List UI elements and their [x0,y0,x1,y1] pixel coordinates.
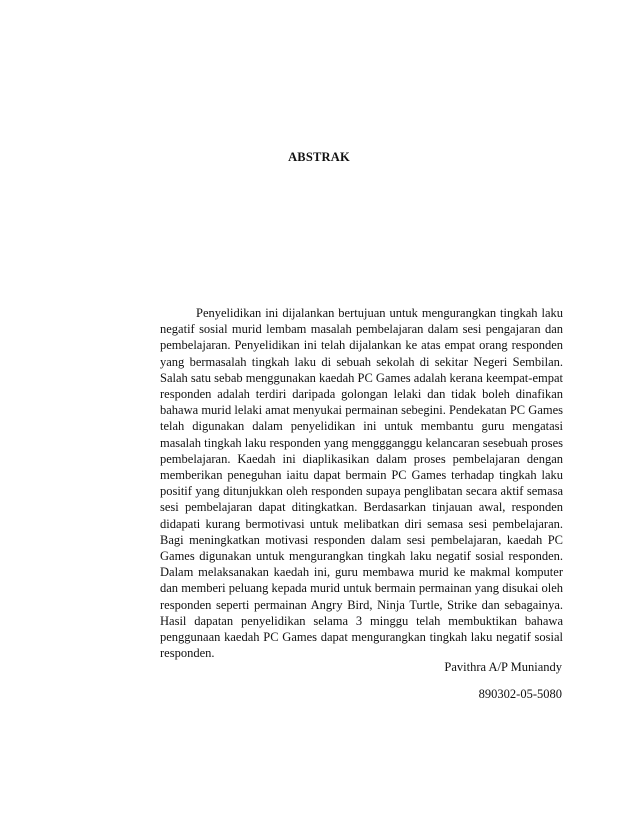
abstract-title: ABSTRAK [288,150,350,164]
abstract-body: Penyelidikan ini dijalankan bertujuan untuk mengurangkan tingkah laku negatif sosial murid lembam masalah pembelajaran dalam sesi pengajaran dan pembelajaran. Penyelidikan ini telah dijalankan ke atas empat orang responden yang bermasalah tingkah laku di sebuah sekolah di sekitar Negeri Sembilan. Salah satu sebab menggunakan kaedah PC Games adalah kerana keempat-empat responden adalah terdiri daripada golongan lelaki dan tidak boleh dinafikan bahawa murid lelaki amat menyukai permainan sebegini. Pendekatan PC Games telah digunakan dalam penyelidikan ini untuk membantu guru mengatasi masalah tingkah laku responden yang menggganggu kelancaran sesebuah proses pembelajaran. Kaedah ini diaplikasikan dalam proses pembelajaran dengan memberikan peneguhan iaitu dapat bermain PC Games terhadap tingkah laku positif yang ditunjukkan oleh responden supaya penglibatan secara aktif semasa sesi pembelajaran dapat ditingkatkan. Berdasarkan tinjauan awal, responden didapati kurang bermotivasi untuk melibatkan diri semasa sesi pembelajaran. Bagi meningkatkan motivasi responden dalam sesi pembelajaran, kaedah PC Games digunakan untuk mengurangkan tingkah laku negatif sosial responden. Dalam melaksanakan kaedah ini, guru membawa murid ke makmal komputer dan memberi peluang kepada murid untuk bermain permainan yang disukai oleh responden seperti permainan Angry Bird, Ninja Turtle, Strike dan sebagainya. Hasil dapatan penyelidikan selama 3 minggu telah membuktikan bahawa penggunaan kaedah PC Games dapat mengurangkan tingkah laku negatif sosial responden. [160,306,563,661]
author-id: 890302-05-5080 [478,687,562,701]
author-name: Pavithra A/P Muniandy [444,660,562,674]
